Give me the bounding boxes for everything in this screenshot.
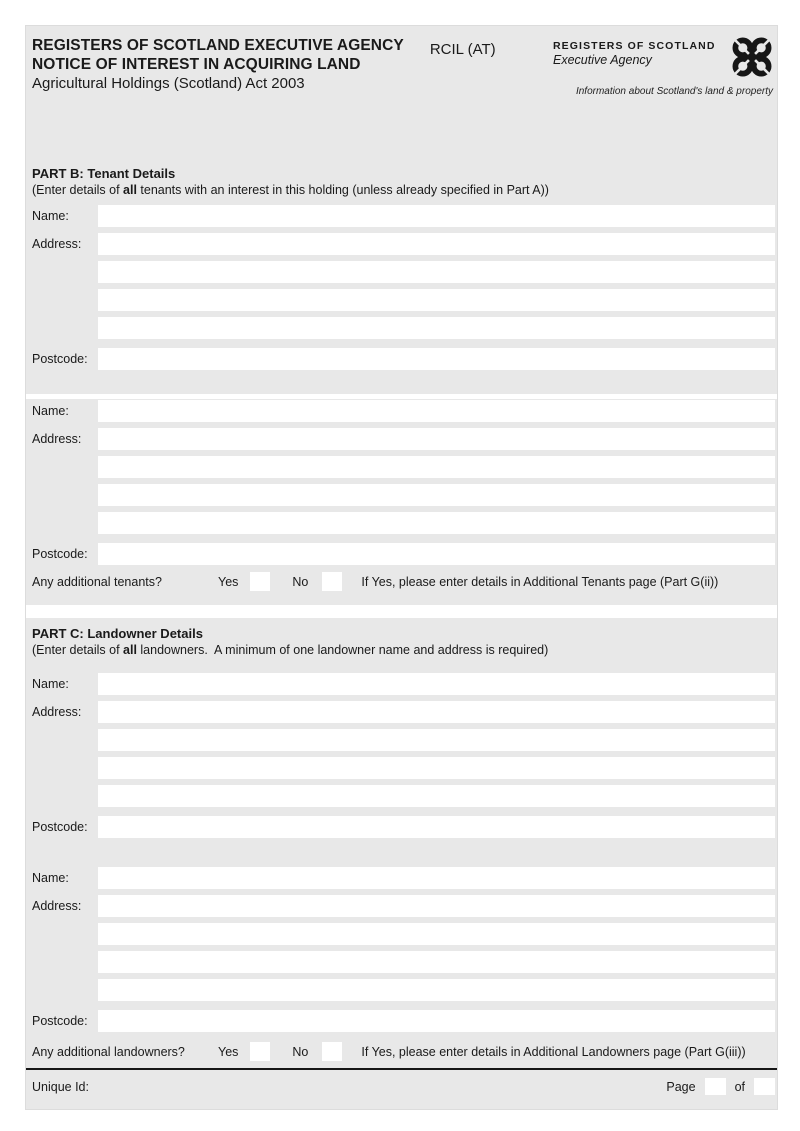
form-title-line-2: NOTICE OF INTEREST IN ACQUIRING LAND	[32, 56, 361, 73]
landowner-2-address-line-1-input[interactable]	[98, 895, 775, 917]
form-row	[32, 701, 775, 723]
address-label: Address:	[32, 705, 82, 719]
entry-divider	[26, 394, 777, 399]
landowner-entry-2	[26, 867, 777, 1032]
part-b-heading: PART B: Tenant Details	[32, 166, 176, 181]
page-label: Page	[666, 1079, 696, 1094]
tenant-2-address-line-4-input[interactable]	[98, 512, 775, 534]
additional-landowners-row	[32, 1042, 775, 1061]
label-spacer	[32, 757, 98, 779]
landowner-1-address-line-2-input[interactable]	[98, 729, 775, 751]
landowner-2-postcode-input[interactable]	[98, 1010, 775, 1032]
form-row	[32, 673, 775, 695]
form-row	[32, 261, 775, 283]
form-row	[32, 895, 775, 917]
form-row	[32, 456, 775, 478]
landowner-1-address-line-4-input[interactable]	[98, 785, 775, 807]
tenant-entry-2	[26, 400, 777, 565]
part-b-instructions-bold: all	[123, 183, 137, 197]
form-title-line-1: REGISTERS OF SCOTLAND EXECUTIVE AGENCY	[32, 37, 404, 54]
tenant-2-address-line-2-input[interactable]	[98, 456, 775, 478]
form-row	[32, 785, 775, 807]
registers-of-scotland-knot-icon	[731, 36, 773, 83]
form-row	[32, 951, 775, 973]
form-row	[32, 979, 775, 1001]
tenant-1-address-line-1-input[interactable]	[98, 233, 775, 255]
address-label: Address:	[32, 237, 82, 251]
additional-landowners-no-checkbox[interactable]	[322, 1042, 342, 1061]
no-label: No	[292, 574, 309, 589]
additional-tenants-yes-checkbox[interactable]	[250, 572, 270, 591]
form-row	[32, 867, 775, 889]
form-row	[32, 348, 775, 370]
agency-logo-top	[553, 36, 773, 83]
agency-logo-text	[553, 36, 716, 67]
page-number-box[interactable]	[705, 1078, 726, 1095]
additional-landowners-note: If Yes, please enter details in Additional Landowners page (Part G(iii))	[361, 1044, 746, 1059]
form-row	[32, 1010, 775, 1032]
agency-logo-subname: Executive Agency	[553, 53, 652, 67]
postcode-label: Postcode:	[32, 820, 88, 834]
form-row	[32, 400, 775, 422]
yes-label: Yes	[218, 1044, 239, 1059]
unique-id-label: Unique Id:	[32, 1079, 89, 1094]
no-label: No	[292, 1044, 309, 1059]
postcode-label: Postcode:	[32, 352, 88, 366]
postcode-label: Postcode:	[32, 1014, 88, 1028]
label-spacer	[32, 289, 98, 311]
form-footer	[32, 1078, 775, 1095]
part-b-instructions-pre: (Enter details of	[32, 183, 124, 197]
agency-logo-tagline: Information about Scotland's land & property	[575, 86, 773, 97]
form-row	[32, 923, 775, 945]
landowner-2-name-input[interactable]	[98, 867, 775, 889]
name-label: Name:	[32, 209, 69, 223]
additional-tenants-question: Any additional tenants?	[32, 574, 162, 589]
additional-landowners-question: Any additional landowners?	[32, 1044, 185, 1059]
label-spacer	[32, 456, 98, 478]
address-label: Address:	[32, 899, 82, 913]
label-spacer	[32, 317, 98, 339]
form-row	[32, 757, 775, 779]
agency-logo	[553, 36, 773, 97]
page-indicator	[666, 1078, 775, 1095]
label-spacer	[32, 484, 98, 506]
landowner-2-address-line-4-input[interactable]	[98, 979, 775, 1001]
of-label: of	[734, 1079, 745, 1094]
label-spacer	[32, 785, 98, 807]
tenant-2-postcode-input[interactable]	[98, 543, 775, 565]
name-label: Name:	[32, 871, 69, 885]
form-row	[32, 484, 775, 506]
form-row	[32, 317, 775, 339]
form-row	[32, 543, 775, 565]
name-label: Name:	[32, 404, 69, 418]
agency-logo-name: REGISTERS OF SCOTLAND	[553, 40, 716, 52]
form-row	[32, 729, 775, 751]
form-row	[32, 205, 775, 227]
form-row	[32, 428, 775, 450]
additional-tenants-row	[32, 572, 775, 591]
part-c-instructions-bold: all	[123, 643, 137, 657]
form-title-block	[32, 36, 404, 97]
label-spacer	[32, 512, 98, 534]
tenant-2-address-line-3-input[interactable]	[98, 484, 775, 506]
postcode-label: Postcode:	[32, 547, 88, 561]
tenant-2-address-line-1-input[interactable]	[98, 428, 775, 450]
form-header	[26, 26, 777, 97]
part-b-instructions	[32, 183, 777, 198]
form-page	[25, 25, 778, 1110]
tenant-1-address-line-2-input[interactable]	[98, 261, 775, 283]
part-c-instructions-post: landowners. A minimum of one landowner name and address is required)	[136, 643, 549, 657]
additional-landowners-yes-checkbox[interactable]	[250, 1042, 270, 1061]
label-spacer	[32, 261, 98, 283]
label-spacer	[32, 729, 98, 751]
landowner-2-address-line-2-input[interactable]	[98, 923, 775, 945]
part-c-heading: PART C: Landowner Details	[32, 626, 203, 641]
tenant-1-address-line-4-input[interactable]	[98, 317, 775, 339]
tenant-1-name-input[interactable]	[98, 205, 775, 227]
label-spacer	[32, 979, 98, 1001]
label-spacer	[32, 951, 98, 973]
part-c-instructions-pre: (Enter details of	[32, 643, 124, 657]
additional-tenants-no-checkbox[interactable]	[322, 572, 342, 591]
landowner-entry-1	[26, 673, 777, 838]
footer-rule	[26, 1068, 777, 1070]
form-code: RCIL (AT)	[429, 41, 496, 58]
landowner-1-name-input[interactable]	[98, 673, 775, 695]
tenant-entry-1	[26, 205, 777, 370]
additional-tenants-note: If Yes, please enter details in Additional Tenants page (Part G(ii))	[361, 574, 719, 589]
page-total-box[interactable]	[754, 1078, 775, 1095]
form-row	[32, 512, 775, 534]
form-row	[32, 233, 775, 255]
form-row	[32, 816, 775, 838]
form-row	[32, 289, 775, 311]
section-divider	[26, 605, 777, 618]
name-label: Name:	[32, 677, 69, 691]
address-label: Address:	[32, 432, 82, 446]
tenant-2-name-input[interactable]	[98, 400, 775, 422]
landowner-1-address-line-1-input[interactable]	[98, 701, 775, 723]
landowner-2-address-line-3-input[interactable]	[98, 951, 775, 973]
form-subtitle: Agricultural Holdings (Scotland) Act 2003	[32, 75, 305, 92]
part-b-instructions-post: tenants with an interest in this holding (unless already specified in Part A))	[136, 183, 549, 197]
yes-label: Yes	[218, 574, 239, 589]
landowner-1-address-line-3-input[interactable]	[98, 757, 775, 779]
tenant-1-postcode-input[interactable]	[98, 348, 775, 370]
label-spacer	[32, 923, 98, 945]
landowner-1-postcode-input[interactable]	[98, 816, 775, 838]
tenant-1-address-line-3-input[interactable]	[98, 289, 775, 311]
part-c-instructions	[32, 643, 777, 658]
